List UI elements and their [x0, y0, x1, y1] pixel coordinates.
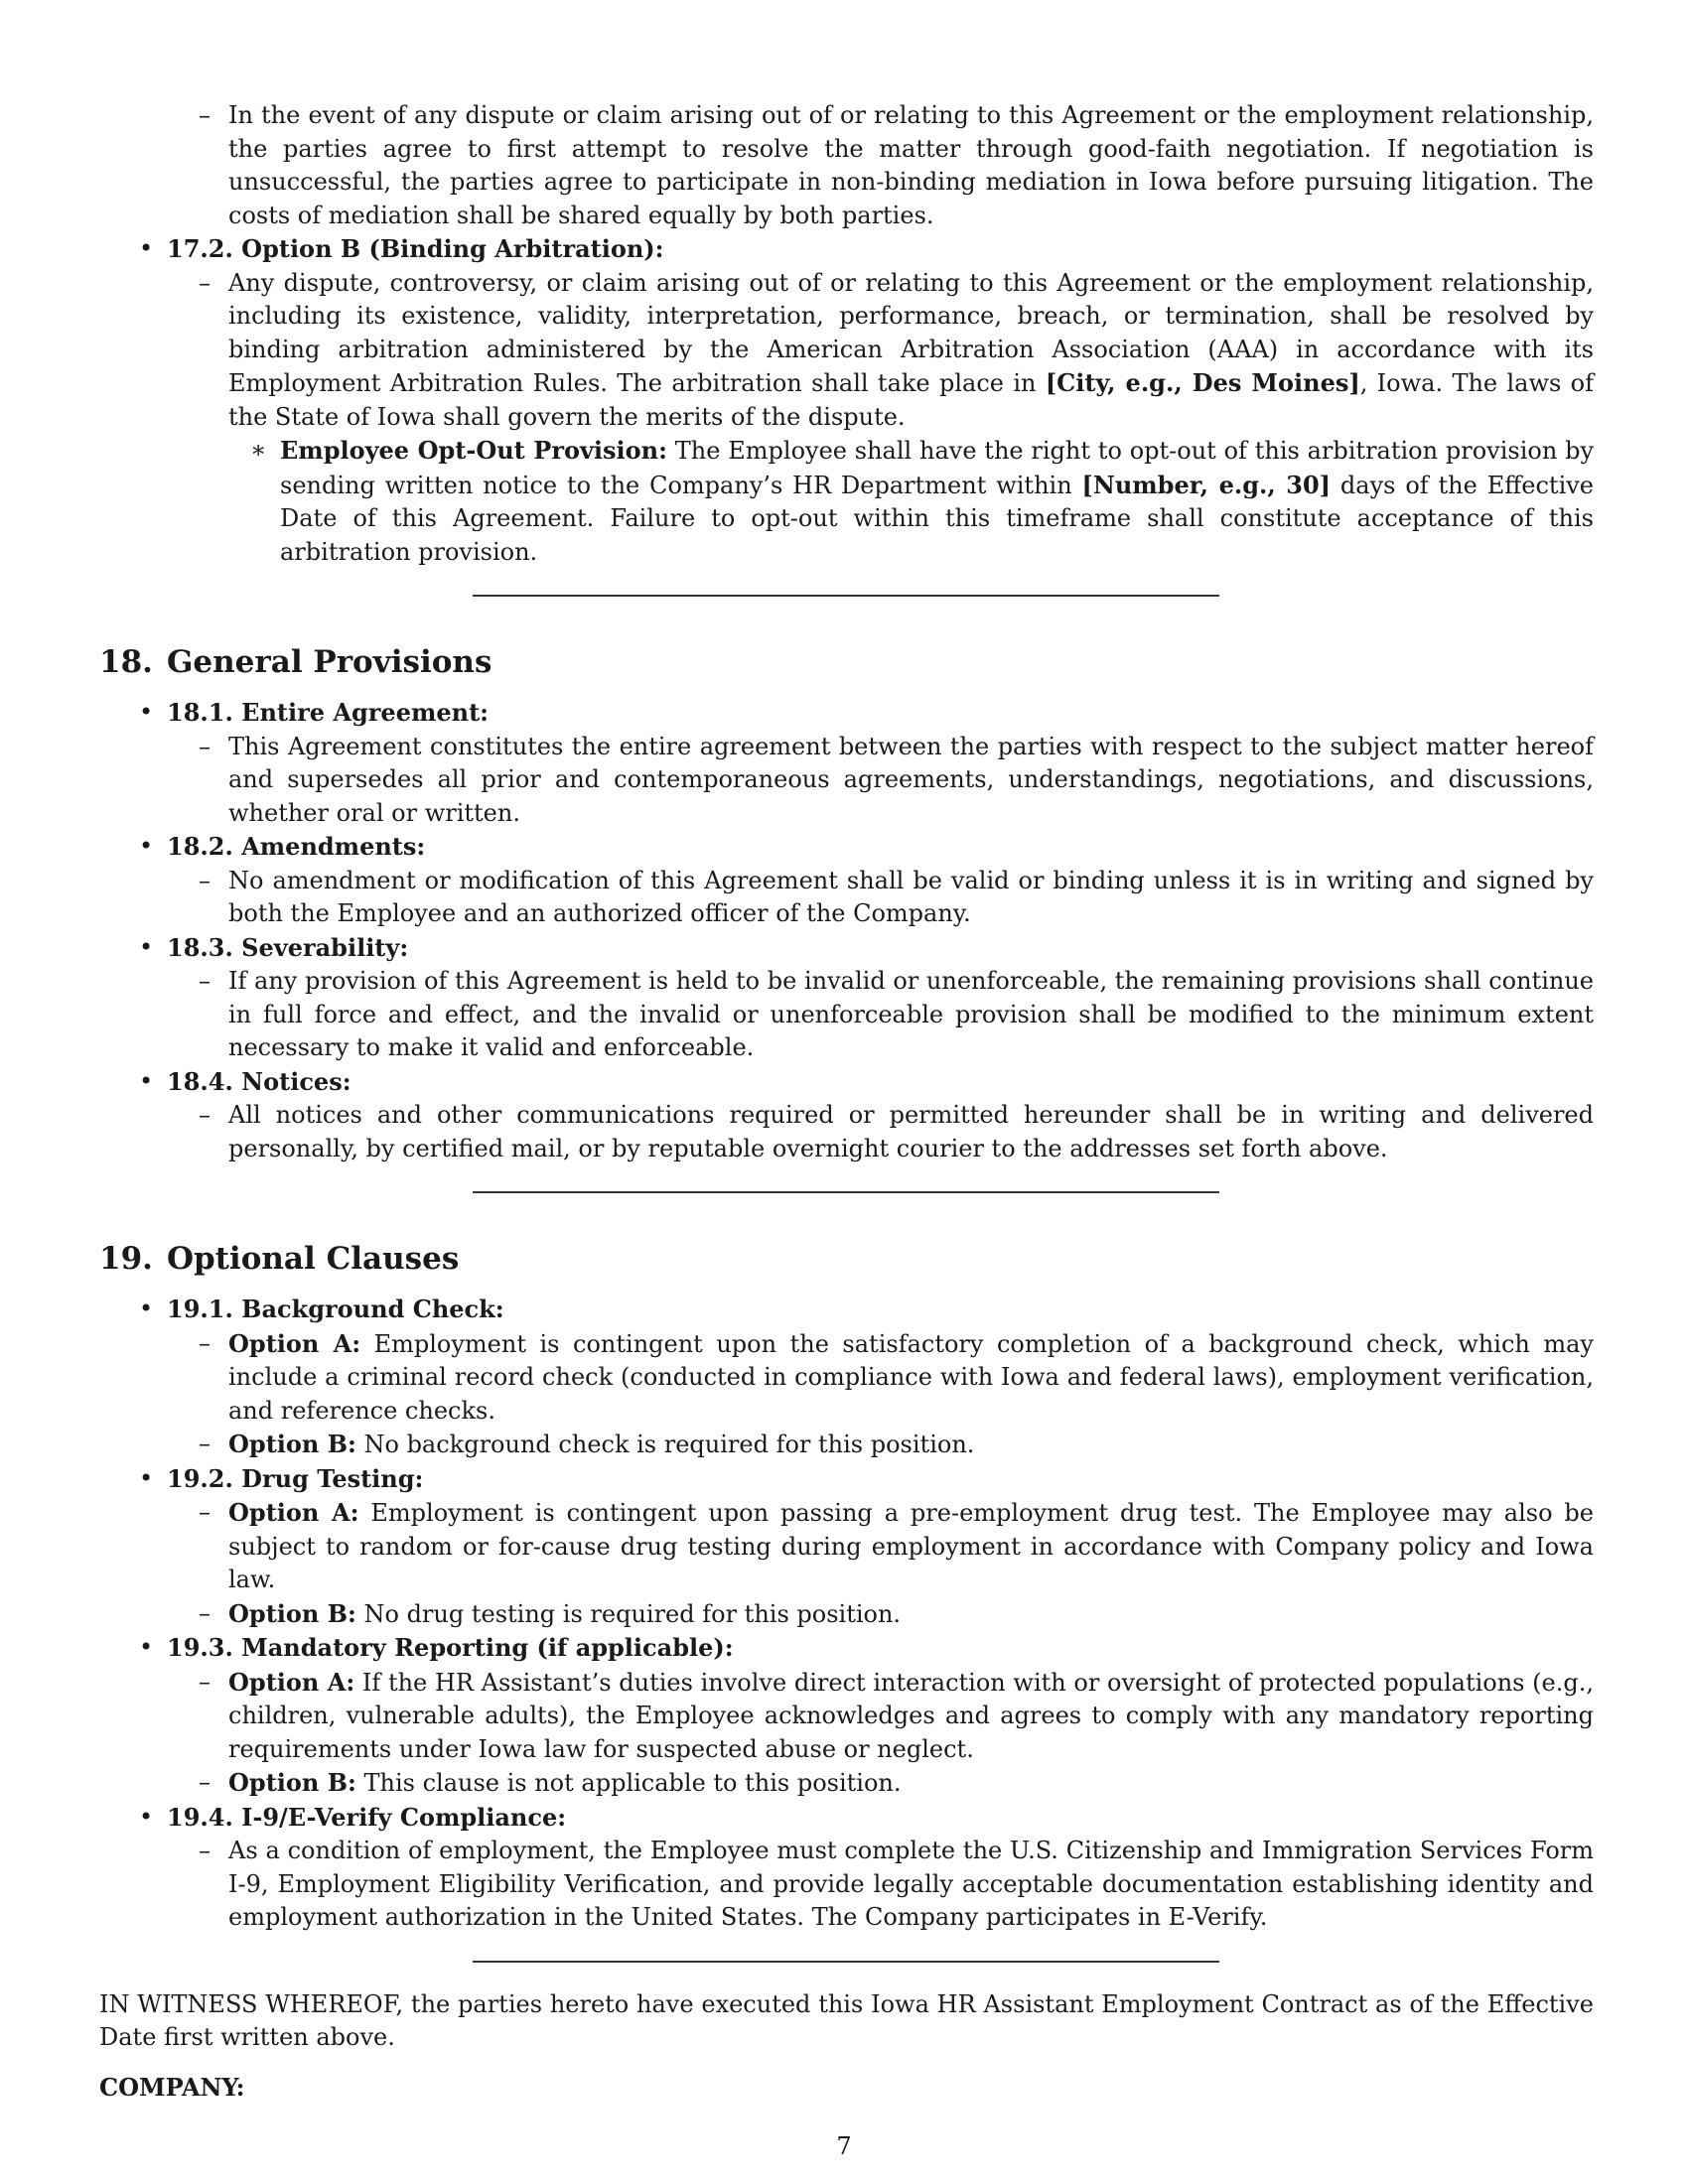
reporting-option-a: – Option A: If the HR Assistant’s duties involve direct interaction with or oversight of protected populations (e.g., children, vulnerable adults), the Employee acknowledges and agrees to comply with any mandatory reporting requirements under Iowa law for suspected abuse or neglect.: [199, 1667, 1594, 1763]
drug-option-b: – Option B: No drug testing is required for this position.: [99, 1597, 1594, 1632]
background-option-b: – Option B: No background check is required for this position.: [99, 1428, 1594, 1462]
dash-marker: –: [199, 1667, 211, 1696]
bullet-marker: •: [139, 1802, 154, 1831]
general-provision-text: – If any provision of this Agreement is held to be invalid or unenforceable, the remaining provisions shall continue in full force and effect, and the invalid or unenforceable provision shall be modified to the minimum extent necessary to make it valid and enforceable.: [199, 967, 1594, 1061]
clause-title: 18.4. Notices:: [167, 1066, 352, 1096]
general-provision-item: [99, 1065, 1594, 1100]
arbitration-option-b-text: – Any dispute, controversy, or claim arising out of or relating to this Agreement or the employment relationship, including its existence, validity, interpretation, performance, breach, or termination, shall be resolved by binding arbitration administered by the American Arbitration Association (AAA) in accordance with its Employment Arbitration Rules. The arbitration shall take place in [City, e.g., Des Moines], Iowa. The laws of the State of Iowa shall govern the merits of the dispute.: [199, 268, 1594, 431]
clause-title: 18.3. Severability:: [167, 932, 409, 962]
dash-marker: –: [199, 732, 211, 760]
general-provision-item: [99, 696, 1594, 731]
bullet-marker: •: [139, 1066, 154, 1095]
dash-marker: –: [199, 1768, 211, 1796]
general-provision-item: [99, 931, 1594, 966]
section-divider: [473, 1961, 1219, 1963]
clause-title: 18.2. Amendments:: [167, 832, 426, 861]
section-divider: [473, 1191, 1219, 1193]
company-label: COMPANY:: [99, 2072, 245, 2102]
section-heading-19: 19. Optional Clauses: [99, 1241, 460, 1277]
general-provisions-list: [99, 696, 1594, 1165]
clause-title: 18.1. Entire Agreement:: [167, 698, 490, 727]
dash-marker: –: [199, 1430, 211, 1457]
city-placeholder: [City, e.g., Des Moines]: [1045, 368, 1360, 397]
bullet-marker: •: [139, 698, 154, 726]
opt-out-provision: ∗ Employee Opt-Out Provision: The Employee shall have the right to opt-out of this arbitration provision by sending written notice to the Company’s HR Department within [Number, e.g., 30] days of the Effective Date of this Agreement. Failure to opt-out within this timeframe shall constitute acceptance of this arbitration provision.: [250, 436, 1595, 566]
dash-marker: –: [199, 1837, 211, 1864]
section-heading-18: 18. General Provisions: [99, 644, 492, 680]
general-provision-text: – No amendment or modification of this Agreement shall be valid or binding unless it is in writing and signed by both the Employee and an authorized officer of the Company.: [199, 866, 1594, 927]
clause-17-2: [99, 232, 1594, 267]
general-provision-item: [99, 830, 1594, 865]
dash-marker: –: [199, 866, 211, 894]
dash-marker: –: [199, 1598, 211, 1627]
drug-option-a: – Option A: Employment is contingent upon passing a pre-employment drug test. The Employee may also be subject to random or for-cause drug testing during employment in accordance with Company policy and Iowa law.: [199, 1498, 1595, 1593]
clause-19-4: • 19.4. I-9/E-Verify Compliance:: [99, 1801, 1594, 1836]
dash-marker: –: [199, 967, 211, 995]
general-provision-text: – This Agreement constitutes the entire agreement between the parties with respect to the subject matter hereof and supersedes all prior and contemporaneous agreements, understandings, negotiations, and discussions, whether oral or written.: [199, 732, 1594, 827]
clause-19-2: • 19.2. Drug Testing:: [99, 1462, 1594, 1497]
bullet-marker: •: [139, 832, 154, 860]
bullet-marker: •: [139, 1463, 154, 1492]
arbitration-option-a-text: – In the event of any dispute or claim arising out of or relating to this Agreement or the employment relationship, the parties agree to first attempt to resolve the matter through good-faith negotiation. If negotiation is unsuccessful, the parties agree to participate in non-binding mediation in Iowa before pursuing litigation. The costs of mediation shall be shared equally by both parties.: [199, 101, 1594, 229]
dash-marker: –: [199, 268, 211, 297]
background-option-a: – Option A: Employment is contingent upon the satisfactory completion of a background check, which may include a criminal record check (conducted in compliance with Iowa and federal laws), employment verification, and reference checks.: [199, 1328, 1594, 1425]
witness-paragraph: IN WITNESS WHEREOF, the parties hereto have executed this Iowa HR Assistant Employment Contract as of the Effective Date first written above.: [99, 1989, 1594, 2051]
page-content: [99, 99, 1594, 2104]
bullet-marker: •: [139, 1633, 154, 1661]
dash-marker: –: [199, 101, 211, 129]
section-divider: [473, 595, 1219, 597]
page-number: 7: [836, 2132, 852, 2160]
bullet-marker: •: [139, 932, 154, 961]
dash-marker: –: [199, 1328, 211, 1357]
clause-19-1: • 19.1. Background Check:: [99, 1293, 1594, 1327]
number-placeholder: [Number, e.g., 30]: [1081, 470, 1332, 499]
bullet-marker: •: [139, 1295, 154, 1322]
dash-marker: –: [199, 1101, 211, 1129]
clause-title: 17.2. Option B (Binding Arbitration):: [167, 234, 664, 263]
reporting-option-b: – Option B: This clause is not applicable to this position.: [99, 1766, 1594, 1801]
i9-text: – As a condition of employment, the Employee must complete the U.S. Citizenship and Immigration Services Form I-9, Employment Eligibility Verification, and provide legally acceptable documentation establishing identity and employment authorization in the United States. The Company participates in E-Verify.: [199, 1837, 1594, 1931]
dash-marker: –: [199, 1498, 211, 1526]
asterisk-marker: ∗: [250, 436, 267, 464]
bullet-marker: •: [139, 234, 154, 262]
general-provision-text: – All notices and other communications required or permitted hereunder shall be in writing and delivered personally, by certified mail, or by reputable overnight courier to the addresses set forth above.: [199, 1101, 1594, 1162]
clause-19-3: • 19.3. Mandatory Reporting (if applicable):: [99, 1631, 1594, 1666]
